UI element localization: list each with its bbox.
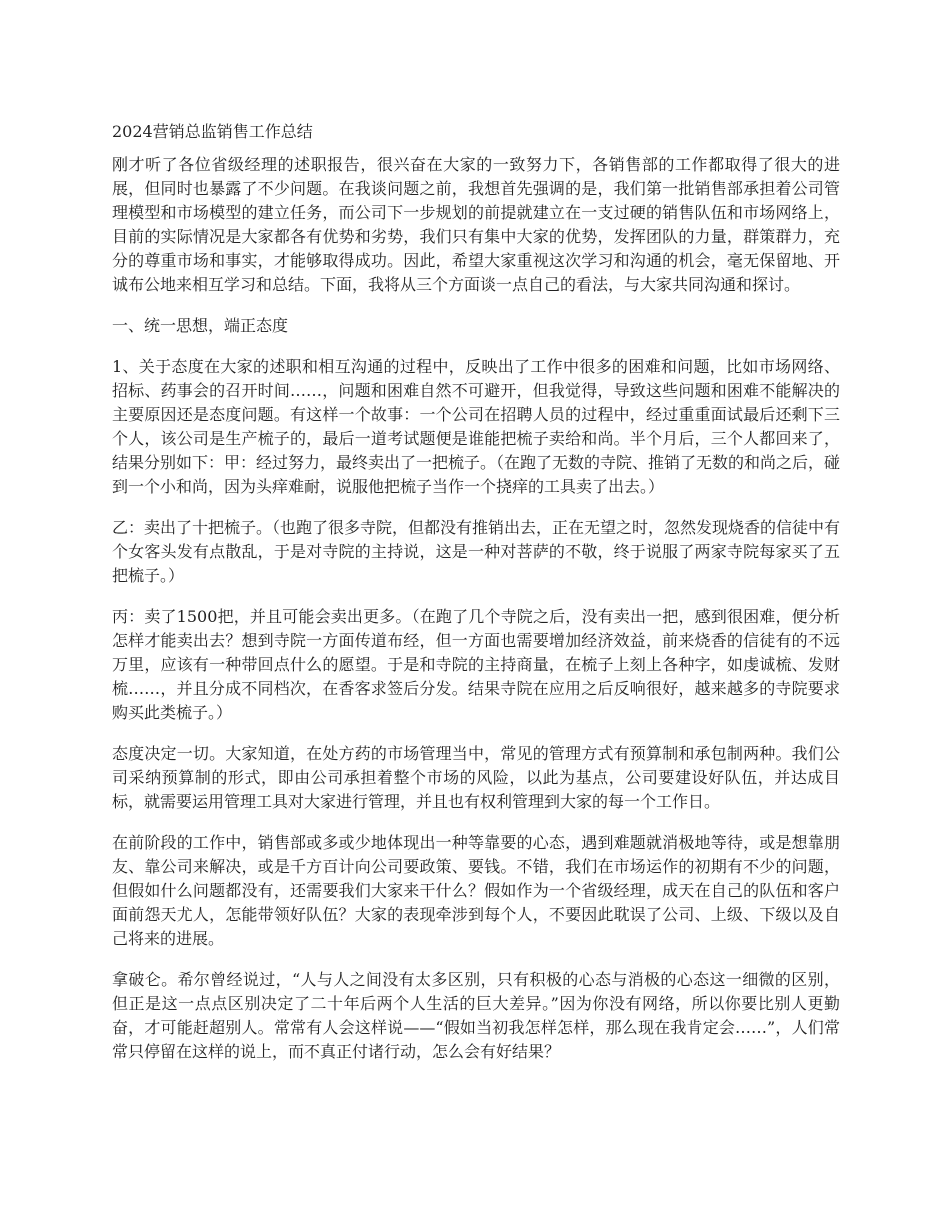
document-title: 2024营销总监销售工作总结 (112, 122, 313, 141)
previous-stage-paragraph: 在前阶段的工作中，销售部或多或少地体现出一种等靠要的心态，遇到难题就消极地等待，或是想靠朋友、靠公司来解决，或是千方百计向公司要政策、要钱。不错，我们在市场运作的初期有不少的问题，但假如什么问题都没有，还需要我们大家来干什么？假如作为一个省级经理，成天在自己的队伍和客户面前怨天尤人，怎能带领好队伍？大家的表现牵涉到每个人，不要因此耽误了公司、上级、下级以及自己将来的进展。 (112, 833, 840, 948)
section-heading: 一、统一思想，端正态度 (112, 316, 289, 335)
intro-paragraph: 刚才听了各位省级经理的述职报告，很兴奋在大家的一致努力下，各销售部的工作都取得了很大的进展，但同时也暴露了不少问题。在我谈问题之前，我想首先强调的是，我们第一批销售部承担着公司管理模型和市场模型的建立任务，而公司下一步规划的前提就建立在一支过硬的销售队伍和市场网络上，目前的实际情况是大家都各有优势和劣势，我们只有集中大家的优势，发挥团队的力量，群策群力，充分的尊重市场和事实，才能够取得成功。因此，希望大家重视这次学习和沟通的机会，毫无保留地、开诚布公地来相互学习和总结。下面，我将从三个方面谈一点自己的看法，与大家共同沟通和探讨。 (112, 155, 840, 294)
attitude-paragraph: 1、关于态度在大家的述职和相互沟通的过程中，反映出了工作中很多的困难和问题，比如市场网络、招标、药事会的召开时间……，问题和困难自然不可避开，但我觉得，导致这些问题和困难不能解决的主要原因还是态度问题。有这样一个故事：一个公司在招聘人员的过程中，经过重重面试最后还剩下三个人，该公司是生产梳子的，最后一道考试题便是谁能把梳子卖给和尚。半个月后，三个人都回来了，结果分别如下：甲：经过努力，最终卖出了一把梳子。（在跑了无数的寺院、推销了无数的和尚之后，碰到一个小和尚，因为头痒难耐，说服他把梳子当作一个挠痒的工具卖了出去。） (112, 357, 841, 496)
story-b-paragraph: 乙：卖出了十把梳子。（也跑了很多寺院，但都没有推销出去，正在无望之时，忽然发现烧香的信徒中有个女客头发有点散乱，于是对寺院的主持说，这是一种对菩萨的不敬，终于说服了两家寺院每家买了五把梳子。） (112, 518, 841, 585)
napoleon-hill-paragraph: 拿破仑。希尔曾经说过，“人与人之间没有太多区别，只有积极的心态与消极的心态这一细微的区别，但正是这一点点区别决定了二十年后两个人生活的巨大差异。”因为你没有网络，所以你要比别人更勤奋，才可能赶超别人。常常有人会这样说——“假如当初我怎样怎样，那么现在我肯定会……”，人们常常只停留在这样的说上，而不真正付诸行动，怎么会有好结果？ (112, 970, 840, 1061)
document-page (112, 120, 840, 1081)
attitude-decides-paragraph: 态度决定一切。大家知道，在处方药的市场管理当中，常见的管理方式有预算制和承包制两种。我们公司采纳预算制的形式，即由公司承担着整个市场的风险，以此为基点，公司要建设好队伍，并达成目标，就需要运用管理工具对大家进行管理，并且也有权利管理到大家的每一个工作日。 (112, 744, 840, 811)
story-c-paragraph: 丙：卖了1500把，并且可能会卖出更多。（在跑了几个寺院之后，没有卖出一把，感到很困难，便分析怎样才能卖出去？想到寺院一方面传道布经，但一方面也需要增加经济效益，前来烧香的信徒有的不远万里，应该有一种带回点什么的愿望。于是和寺院的主持商量，在梳子上刻上各种字，如虔诚梳、发财梳……，并且分成不同档次，在香客求签后分发。结果寺院在应用之后反响很好，越来越多的寺院要求购买此类梳子。） (112, 607, 840, 722)
